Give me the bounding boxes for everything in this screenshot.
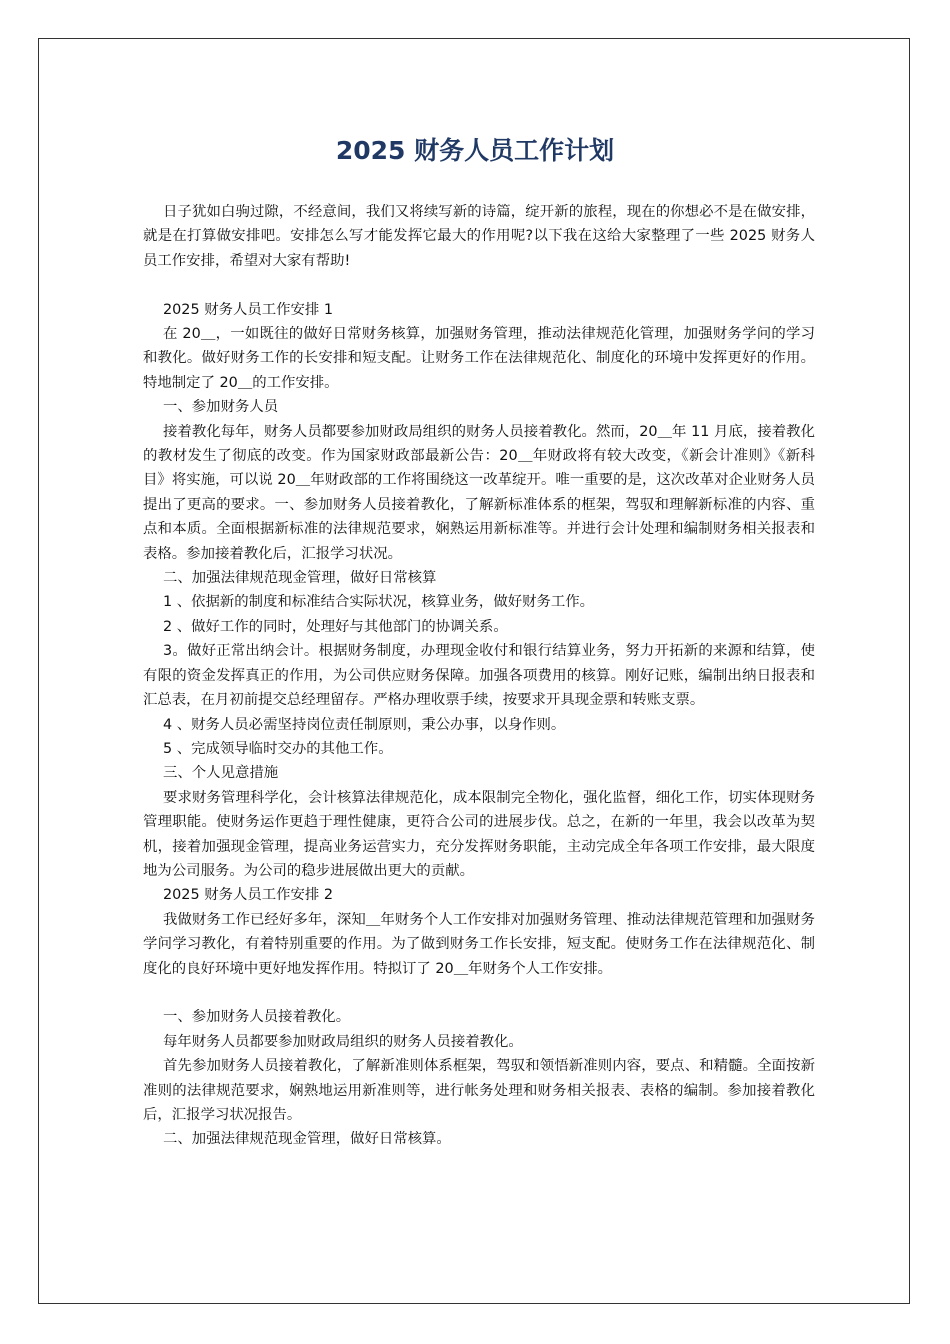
document-body bbox=[143, 200, 815, 1152]
list-item: 2 、做好工作的同时，处理好与其他部门的协调关系。 bbox=[163, 618, 508, 635]
subheading: 一、参加财务人员接着教化。 bbox=[163, 1009, 351, 1026]
list-item: 1 、依据新的制度和标准结合实际状况，核算业务，做好财务工作。 bbox=[163, 594, 595, 611]
subheading: 三、个人见意措施 bbox=[163, 765, 279, 782]
subheading: 二、加强法律规范现金管理，做好日常核算 bbox=[163, 570, 437, 587]
subheading: 二、加强法律规范现金管理，做好日常核算。 bbox=[163, 1131, 451, 1148]
subheading: 一、参加财务人员 bbox=[163, 399, 279, 416]
blank-line bbox=[143, 981, 815, 1005]
intro-paragraph: 日子犹如白驹过隙，不经意间，我们又将续写新的诗篇，绽开新的旅程，现在的你想必不是在做安排，就是在打算做安排吧。安排怎么写才能发挥它最大的作用呢?以下我在这给大家整理了一些 2025 财务人员工作安排，希望对大家有帮助! bbox=[143, 204, 815, 269]
body-paragraph: 在 20＿，一如既往的做好日常财务核算，加强财务管理，推动法律规范化管理，加强财务学问的学习和教化。做好财务工作的长安排和短支配。让财务工作在法律规范化、制度化的环境中发挥更好的作用。特地制定了 20＿的工作安排。 bbox=[143, 326, 815, 391]
body-paragraph: 每年财务人员都要参加财政局组织的财务人员接着教化。 bbox=[163, 1033, 523, 1050]
list-item: 5 、完成领导临时交办的其他工作。 bbox=[163, 740, 393, 757]
body-paragraph: 我做财务工作已经好多年，深知＿年财务个人工作安排对加强财务管理、推动法律规范管理和加强财务学问学习教化，有着特别重要的作用。为了做到财务工作长安排，短支配。使财务工作在法律规范化、制度化的良好环境中更好地发挥作用。特拟订了 20＿年财务个人工作安排。 bbox=[143, 911, 815, 977]
body-paragraph: 接着教化每年，财务人员都要参加财政局组织的财务人员接着教化。然而，20＿年 11 月底，接着教化的教材发生了彻底的改变。作为国家财政部最新公告：20＿年财政将有较大改变，《新会计准则》《新科目》将实施，可以说 20＿年财政部的工作将围绕这一改革绽开。唯一重要的是，这次改革对企业财务人员提出了更高的要求。一、参加财务人员接着教化，了解新标准体系的框架，驾驭和理解新标准的内容、重点和本质。全面根据新标准的法律规范要求，娴熟运用新标准等。并进行会计处理和编制财务相关报表和表格。参加接着教化后，汇报学习状况。 bbox=[143, 423, 815, 562]
list-item: 4 、财务人员必需坚持岗位责任制原则，秉公办事，以身作则。 bbox=[163, 716, 566, 733]
blank-line bbox=[143, 273, 815, 297]
list-item: 3。做好正常出纳会计。根据财务制度，办理现金收付和银行结算业务，努力开拓新的来源和结算，使有限的资金发挥真正的作用，为公司供应财务保障。加强各项费用的核算。刚好记账，编制出纳日报表和汇总表，在月初前提交总经理留存。严格办理收票手续，按要求开具现金票和转账支票。 bbox=[143, 643, 815, 709]
section-heading-plan-2: 2025 财务人员工作安排 2 bbox=[163, 887, 334, 904]
document-title: 2025 财务人员工作计划 bbox=[335, 136, 615, 165]
body-paragraph: 首先参加财务人员接着教化，了解新准则体系框架，驾驭和领悟新准则内容，要点、和精髓。全面按新准则的法律规范要求，娴熟地运用新准则等，进行帐务处理和财务相关报表、表格的编制。参加接着教化后，汇报学习状况报告。 bbox=[143, 1058, 815, 1123]
section-heading-plan-1: 2025 财务人员工作安排 1 bbox=[163, 301, 334, 318]
body-paragraph: 要求财务管理科学化，会计核算法律规范化，成本限制完全物化，强化监督，细化工作，切实体现财务管理职能。使财务运作更趋于理性健康，更符合公司的进展步伐。总之，在新的一年里，我会以改革为契机，接着加强现金管理，提高业务运营实力，充分发挥财务职能，主动完成全年各项工作安排，最大限度地为公司服务。为公司的稳步进展做出更大的贡献。 bbox=[143, 789, 815, 879]
